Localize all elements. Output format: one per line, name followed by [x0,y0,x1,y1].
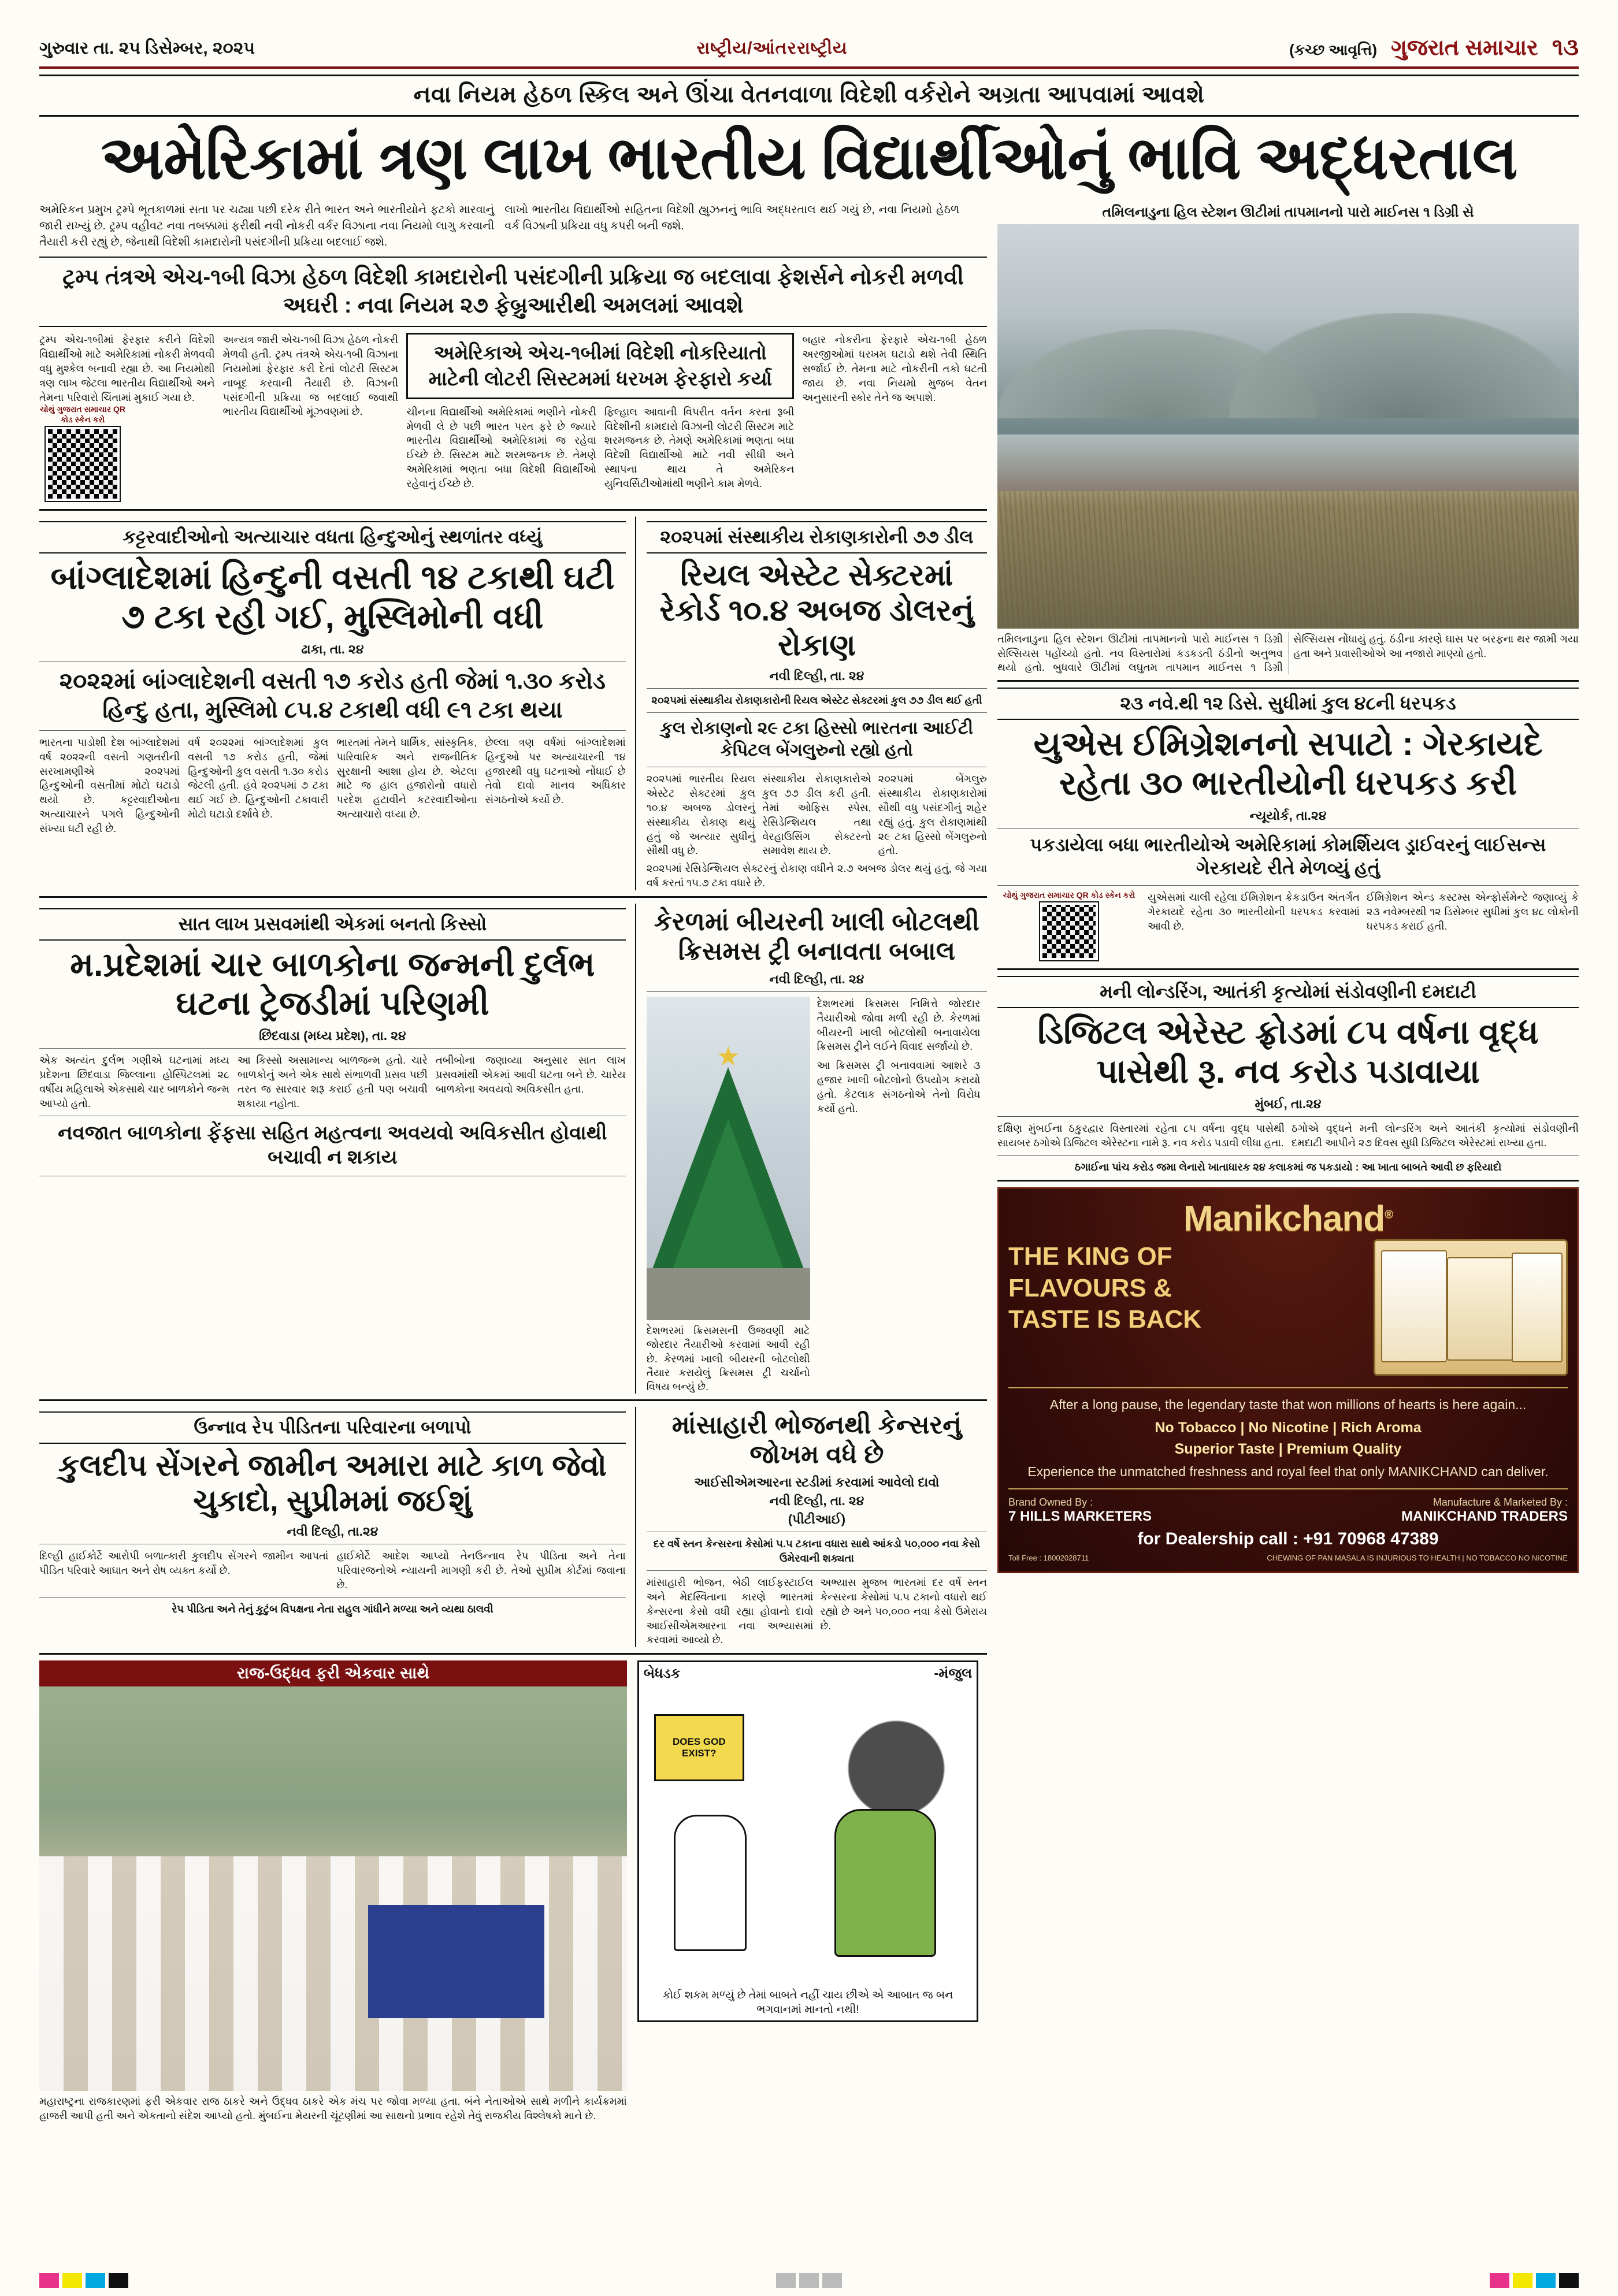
story-dateline: નવી દિલ્હી, તા. ૨૪ [769,1493,864,1509]
story-mp-children: સાત લાખ પ્રસવમાંથી એકમાં બનતો કિસ્સો મ.પ્રદેશમાં ચાર બાળકોના જન્મની દુર્લભ ઘટના ટ્રેજડીમાં પરિણમી છિંદવાડા (મધ્ય પ્રદેશ), તા. ૨૪ એક અત્યંત દુર્લભ ગણીએ ઘટનામાં મધ્ય પ્રદેશના છિંદવાડા જિલ્લાના હોસ્પિટલમાં ૨૮ વર્ષીય મહિલાએ એકસાથે ચાર બાળકોને જન્મ આપ્યો હતો. આ કિસ્સો અસામાન્ય બાળજન્મ હતો. ચારે બાળકોનું અને એક સાથે સંભાળવી પ્રસવ પછી તરત જ સારવાર શરૂ કરાઈ હતી પણ બચાવી શકાયા નહોતા. તબીબોના જણાવ્યા અનુસાર સાત લાખ પ્રસવમાંથી એકમાં આવી ઘટના બને છે. ચારેય બાળકોના અવયવો અવિકસીત હતા. નવજાત બાળકોના ફેંફસા સહિત મહત્વના અવયવો અવિકસીત હોવાથી બચાવી ન શકાય [39,904,636,1394]
story-subhead: ૨૦૨૨માં બાંગ્લાદેશની વસતી ૧૭ કરોડ હતી જેમાં ૧.૩૦ કરોડ હિન્દુ હતા, મુસ્લિમો ૮૫.૪ ટકાથી વધી ૯૧ ટકા થયા [59,668,606,723]
story-headline: રિયલ એસ્ટેટ સેક્ટરમાં રેકોર્ડ ૧૦.૪ અબજ ડોલરનું રોકાણ [659,559,974,663]
photo-christmas-tree [647,997,810,1320]
story-strip: ૨૦૨૫માં સંસ્થાકીય રોકાણકારોની ૭૭ ડીલ [647,521,987,553]
newspaper-brand: ગુજરાત સમાચાર [1385,35,1544,62]
story-strip: કટ્ટરવાદીઓનો અત્યાચાર વધતા હિન્દુઓનું સ્થળાંતર વધ્યું [39,521,626,553]
issue-date: ગુરુવાર તા. ૨૫ ડિસેમ્બર, ૨૦૨૫ [39,38,255,58]
story-source: (પીટીઆઈ) [788,1512,846,1527]
lead-kicker: નવા નિયમ હેઠળ સ્કિલ અને ઊંચા વેતનવાળા વિદેશી વર્કરોને અગ્રતા આપવામાં આવશે [39,75,1579,117]
story-dateline: નવી દિલ્હી, તા.૨૪ [287,1524,378,1539]
lead-highlight-box: અમેરિકાએ એચ-૧બીમાં વિદેશી નોકરિયાતો માટેની લોટરી સિસ્ટમમાં ધરખમ ફેરફારો કર્યા [406,333,794,399]
photo-caption: મહારાષ્ટ્રના રાજકારણમાં ફરી એકવાર રાજ ઠાકરે અને ઉદ્ધવ ઠાકરે એક મંચ પર જોવા મળ્યા હતા. બંને નેતાઓએ સાથે મળીને કાર્યક્રમમાં હાજરી આપી હતી અને એકતાનો સંદેશ આપ્યો હતો. મુંબઈના મેયરની ચૂંટણીમાં આ સાથનો પ્રભાવ રહેશે તેવું રાજકીય વિશ્લેષકો માને છે. [39,2096,627,2122]
ad-brand-owned-label: Brand Owned By : [1008,1496,1093,1509]
story-dateline: મુંબઈ, તા.૨૪ [1255,1096,1322,1111]
qr-block-immigration: ચોથું ગુજરાત સમાચાર QR કોડ સ્કેન કરો [997,890,1141,963]
story-headline: કુલદીપ સેંગરને જામીન અમારા માટે કાળ જેવો ચુકાદો, સુપ્રીમમાં જઈશું [58,1449,607,1518]
ad-dealership-phone[interactable]: for Dealership call : +91 70968 47389 [1137,1529,1439,1549]
story-headline: ડિજિટલ એરેસ્ટ ફ્રોડમાં ૮૫ વર્ષના વૃદ્ધ પાસેથી રૂ. નવ કરોડ પડાવાયા [1037,1013,1539,1090]
lead-subheadline: ટ્રમ્પ તંત્રએ એચ-૧બી વિઝા હેઠળ વિદેશી કામદારોની પસંદગીની પ્રક્રિયા જ બદલાવા ફેશર્સને નોકરી મળવી અઘરી : નવા નિયમ ૨૭ ફેબ્રુઆરીથી અમલમાં આવશે [62,265,964,318]
story-kerala-beer: કેરળમાં બીયરની ખાલી બોટલથી ક્રિસમસ ટ્રી બનાવતા બબાલ નવી દિલ્હી, તા. ૨૪ ★ દેશભરમાં ક્રિસમસની ઉજવણી માટે જોરદાર તૈયારીઓ કરવામાં આવી રહી છે. કેરળમાં ખાલી બીયરની બોટલોથી તૈયાર કરાયેલું ક્રિસમસ ટ્રી ચર્ચાનો વિષય બન્યું છે. દેશભરમાં ક્રિસમસ નિમિત્તે જોરદાર તૈયારીઓ જોવા મળી રહી છે. કેરળમાં બીયરની ખાલી બોટલોથી બનાવાયેલા ક્રિસમસ ટ્રીને લઈને વિવાદ સર્જાયો છે. આ ક્રિસમસ ટ્રી બનાવવામાં આશરે ૩ હજાર ખાલી બોટલોનો ઉપયોગ કરાયો હતો. કેટલાક સંગઠનોએ તેનો વિરોધ કર્યો હતો. [647,904,987,1394]
story-dateline: ઢાકા, તા. ૨૪ [301,641,364,656]
ad-tagline-2: FLAVOURS & [1008,1273,1172,1302]
section-name: રાષ્ટ્રીય/આંતરરાષ્ટ્રીય [696,38,848,58]
story-strip: ૨૩ નવે.થી ૧૨ ડિસે. સુધીમાં કુલ ૪૮ની ધરપકડ [997,688,1579,720]
cartoon-figure-left [674,1815,747,1951]
color-registration-strip [39,2273,1579,2288]
ad-copy-1: After a long pause, the legendary taste that won millions of hearts is here again... [1049,1397,1527,1413]
ad-manufacturer: MANIKCHAND TRADERS [1401,1509,1568,1525]
registered-icon: ® [1385,1208,1393,1221]
tree-icon [830,1703,963,1812]
story-subhead: પકડાયેલા બધા ભારતીયોએ અમેરિકામાં કોમર્શિયલ ડ્રાઈવરનું લાઈસન્સ ગેરકાયદે રીતે મેળવ્યું હતું [1030,834,1546,878]
ad-tagline-3: TASTE IS BACK [1008,1305,1202,1334]
story-subhead: ઠગાઈના પાંચ કરોડ જમા લેનારો ખાતાધારક ૨૪ કલાકમાં જ પકડાયો : આ ખાતા બાબતે આવી છ ફરિયાદો [1074,1161,1502,1173]
star-icon: ★ [716,1041,740,1071]
story-meat-cancer: માંસાહારી ભોજનથી કેન્સરનું જોખમ વધે છે આઈસીએમઆરના સ્ટડીમાં કરવામાં આવેલો દાવો નવી દિલ્હી, તા. ૨૪ (પીટીઆઈ) દર વર્ષે સ્તન કેન્સરના કેસોમાં ૫.૫ ટકાના વધારા સાથે આંકડો ૫૦,૦૦૦ નવા કેસો ઉમેરવાની શક્યતા માંસાહારી ભોજન, બેઠી લાઈફસ્ટાઈલ અને મેદસ્વિતાના કારણે ભારતમાં કેન્સરના કેસો વધી રહ્યા હોવાનો દાવો આઈસીએમઆરના નવા અભ્યાસમાં કરવામાં આવ્યો છે. અભ્યાસ મુજબ ભારતમાં દર વર્ષે સ્તન કેન્સરના કેસોમાં ૫.૫ ટકાનો વધારો થઈ રહ્યો છે અને ૫૦,૦૦૦ નવા કેસો ઉમેરાય છે. [646,1411,987,1646]
cartoon-caption: કોઈ શકમ મળ્યું છે તેમાં બાબતે નહીં ચાય છીએ એ આબાત જ બન ભગવાનમાં માનતો નથી! [662,1989,953,2016]
photo-title: રાજ-ઉદ્ધવ ફરી એકવાર સાથે [39,1660,627,1686]
lead-intro: અમેરિકન પ્રમુખ ટ્રમ્પે ભૂતકાળમાં સતા પર ચઢ્યા પછી દરેક રીતે ભારત અને ભારતીયોને ફટકો મારવાનું જારી રાખ્યું છે. ટ્રમ્પ વહીવટ નવા તબક્કામાં ફરીથી નવી નોકરી વર્કર વિઝાના નવા નિયમો લાગુ કરવાની તૈયારી કરી રહ્યું છે, જેનાથી વિદેશી કામદારોની પસંદગીની પ્રક્રિયા બદલાઈ જશે. લાખો ભારતીય વિદ્યાર્થીઓ સહિતના વિદેશી હ્યુઝનનું ભાવિ અદ્ધરતાલ થઈ ગયું છે, નવા નિયમો હેઠળ વર્ક વિઝાની પ્રક્રિયા વધુ કપરી બની જશે. [39,203,960,248]
story-strip: ઉન્નાવ રેપ પીડિતના પરિવારના બળાપો [39,1411,626,1444]
cartoon-author: -મંજુલ [934,1666,973,1682]
photo-lake-caption-head: તમિલનાડુના હિલ સ્ટેશન ઊટીમાં તાપમાનનો પારો માઈનસ ૧ ડિગ્રી સે [1102,205,1474,221]
cartoon-title: બેધડક [643,1666,681,1682]
ad-tollfree: Toll Free : 18002028711 [1008,1554,1089,1563]
ad-logo: Manikchand® [1183,1199,1393,1239]
qr-code-icon[interactable] [46,427,120,501]
ad-bullets-1: No Tobacco | No Nicotine | Rich Aroma [1155,1419,1422,1436]
story-headline: મ.પ્રદેશમાં ચાર બાળકોના જન્મની દુર્લભ ઘટના ટ્રેજડીમાં પરિણમી [70,945,595,1023]
story-subhead: નવજાત બાળકોના ફેંફસા સહિત મહત્વના અવયવો અવિકસીત હોવાથી બચાવી ન શકાય [58,1121,607,1169]
story-us-immigration: ૨૩ નવે.થી ૧૨ ડિસે. સુધીમાં કુલ ૪૮ની ધરપકડ યુએસ ઈમિગ્રેશનનો સપાટો : ગેરકાયદે રહેતા ૩૦ ભારતીયોની ધરપકડ કરી ન્યૂયોર્ક, તા.૨૪ પકડાયેલા બધા ભારતીયોએ અમેરિકામાં કોમર્શિયલ ડ્રાઈવરનું લાઈસન્સ ગેરકાયદે રીતે મેળવ્યું હતું ચોથું ગુજરાત સમાચાર QR કોડ સ્કેન કરો યુએસમાં ચાલી રહેલા ઈમિગ્રેશન ક્રેકડાઉન અંતર્ગત ગેરકાયદે રહેતા ૩૦ ભારતીયોની ધરપકડ કરવામાં આવી છે. ઈમિગ્રેશન એન્ડ કસ્ટમ્સ એન્ફોર્સમેન્ટે જણાવ્યું કે ૨૩ નવેમ્બરથી ૧૨ ડિસેમ્બર સુધીમાં કુલ ૪૮ લોકોની ધરપકડ કરાઈ હતી. [997,688,1579,963]
story-kuldeep: ઉન્નાવ રેપ પીડિતના પરિવારના બળાપો કુલદીપ સેંગરને જામીન અમારા માટે કાળ જેવો ચુકાદો, સુપ્રીમમાં જઈશું નવી દિલ્હી, તા.૨૪ દિલ્હી હાઈકોર્ટે આરોપી બળાત્કારી કુલદીપ સેંગરને જામીન આપતાં પીડિત પરિવારે આઘાત અને રોષ વ્યક્ત કર્યો છે. હાઈકોર્ટે આદેશ આપ્યો તેનઉન્નાવ રેપ પીડિતા અને તેના પરિવારજનોએ ન્યાયની માગણી કરી છે. તેઓ સુપ્રીમ કોર્ટમાં જવાના છે. રેપ પીડિતા અને તેનું કુટુંબ વિપક્ષના નેતા રાહુલ ગાંધીને મળ્યા અને વ્યથા ઠાલવી [39,1407,636,1647]
story-dateline: નવી દિલ્હી, તા. ૨૪ [769,971,864,986]
photo-lake-caption: તમિલનાડુના હિલ સ્ટેશન ઊટીમાં તાપમાનનો પારો માઈનસ ૧ ડિગ્રી સેલ્સિયસ પહોંચ્યો હતો. નવ વિસ્તારોમાં કડકડતી ઠંડીનો અનુભવ થયો હતો. બુધવારે ઊટીમાં લઘુતમ તાપમાન માઈનસ ૧ ડિગ્રી સેલ્સિયસ નોંધાયું હતું. ઠંડીના કારણે ઘાસ પર બરફના થર જામી ગયા હતા અને પ્રવાસીઓએ આ નજારો માણ્યો હતો. [997,633,1579,674]
story-subhead: રેપ પીડિતા અને તેનું કુટુંબ વિપક્ષના નેતા રાહુલ ગાંધીને મળ્યા અને વ્યથા ઠાલવી [172,1603,493,1615]
left-column [39,202,987,2122]
story-realestate: ૨૦૨૫માં સંસ્થાકીય રોકાણકારોની ૭૭ ડીલ રિયલ એસ્ટેટ સેક્ટરમાં રેકોર્ડ ૧૦.૪ અબજ ડોલરનું રોકાણ નવી દિલ્હી, તા. ૨૪ ૨૦૨૫માં સંસ્થાકીય રોકાણકારોની રિયલ એસ્ટેટ સેક્ટરમાં કુલ ૭૭ ડીલ થઈ હતી કુલ રોકાણનો ૨૯ ટકા હિસ્સો ભારતના આઈટી કેપિટલ બેંગલુરુનો રહ્યો હતો ૨૦૨૫માં ભારતીય રિયલ એસ્ટેટ સેક્ટરમાં કુલ ૧૦.૪ અબજ ડોલરનું સંસ્થાકીય રોકાણ થયું હતું જે અત્યાર સુધીનું સૌથી વધુ છે. સંસ્થાકીય રોકાણકારોએ કુલ ૭૭ ડીલ કરી હતી. તેમાં ઓફિસ સ્પેસ, રેસિડેન્શિયલ તથા વેરહાઉસિંગ સેક્ટરનો સમાવેશ થાય છે. ૨૦૨૫માં બેંગલુરુ સંસ્થાકીય રોકાણકારોમાં સૌથી વધુ પસંદગીનું શહેર રહ્યું હતું. કુલ રોકાણમાંથી ૨૯ ટકા હિસ્સો બેંગલુરુનો હતો. ૨૦૨૫માં રેસિડેન્શિયલ સેક્ટરનું રોકાણ વધીને ૨.૭ અબજ ડોલર થયું હતું, જે ગયા વર્ષ કરતાં ૧૫.૭ ટકા વધારે છે. [647,517,987,890]
story-strip: મની લોન્ડરિંગ, આતંકી કૃત્યોમાં સંડોવણીની દમદાટી [997,976,1579,1008]
qr-block-lead: ચોથું ગુજરાત સમાચાર QR કોડ સ્કેન કરો [39,404,126,503]
ad-bullets-2: Superior Taste | Premium Quality [1174,1440,1402,1457]
story-headline: માંસાહારી ભોજનથી કેન્સરનું જોખમ વધે છે [671,1411,962,1469]
ad-manufacturer-label: Manufacture & Marketed By : [1433,1496,1568,1509]
ad-tagline-1: THE KING OF [1008,1242,1172,1271]
ad-product-packs [1374,1239,1568,1376]
story-dateline: ન્યૂયોર્ક, તા.૨૪ [1249,808,1327,823]
qr-code-icon[interactable] [1040,902,1098,960]
advertisement-manikchand[interactable] [997,1187,1579,1573]
masthead [39,35,1579,69]
story-headline: યુએસ ઈમિગ્રેશનનો સપાટો : ગેરકાયદે રહેતા ૩૦ ભારતીયોની ધરપકડ કરી [1033,725,1543,802]
story-subhead: ૨૦૨૫માં સંસ્થાકીય રોકાણકારોની રિયલ એસ્ટેટ સેક્ટરમાં કુલ ૭૭ ડીલ થઈ હતી [651,694,982,707]
cartoon-sign: DOES GOD EXIST? [654,1714,744,1781]
edition-label: (કચ્છ આવૃત્તિ) [1289,41,1378,58]
story-headline: કેરળમાં બીયરની ખાલી બોટલથી ક્રિસમસ ટ્રી બનાવતા બબાલ [654,907,979,965]
photo-rally-block [39,1660,627,2123]
cartoon-figure-right [834,1809,936,1957]
story-bangladesh-hindu: કટ્ટરવાદીઓનો અત્યાચાર વધતા હિન્દુઓનું સ્થળાંતર વધ્યું બાંગ્લાદેશમાં હિન્દુની વસતી ૧૪ ટકાથી ઘટી ૭ ટકા રહી ગઈ, મુસ્લિમોની વધી ઢાકા, તા. ૨૪ ૨૦૨૨માં બાંગ્લાદેશની વસતી ૧૭ કરોડ હતી જેમાં ૧.૩૦ કરોડ હિન્દુ હતા, મુસ્લિમો ૮૫.૪ ટકાથી વધી ૯૧ ટકા થયા ભારતના પાડોશી દેશ બાંગ્લાદેશમાં વર્ષ ૨૦૨૨ની વસતી ગણતરીની સરખામણીએ ૨૦૨૫માં હિન્દુઓની વસતીમાં મોટો ઘટાડો થયો છે. કટ્ટરવાદીઓના અત્યાચારને પગલે હિન્દુઓની સંખ્યા ઘટી રહી છે. વર્ષ ૨૦૨૨માં બાંગ્લાદેશમાં કુલ વસતી ૧૭ કરોડ હતી, જેમાં હિન્દુઓની કુલ વસતી ૧.૩૦ કરોડ જેટલી હતી. હવે ૨૦૨૫માં ૭ ટકા થઈ ગઈ છે. હિન્દુઓની ટકાવારી મોટો ઘટાડો દર્શાવે છે. ભારતમાં તેમને ધાર્મિક, સાંસ્કૃતિક, પારિવારિક અને રાજનીતિક સુરક્ષાની આશા હોય છે. એટલા માટે જ હાલ હજારોનો વધારો પરદેશ હટાવીને કટરવાદીઓના અત્યાચારો વધ્યા છે. છેલ્લા ત્રણ વર્ષમાં બાંગ્લાદેશમાં હિન્દુઓ પર અત્યાચારની ૧૪ હજારથી વધુ ઘટનાઓ નોંધાઈ છે તેવો દાવો માનવ અધિકાર સંગઠનોએ કર્યો છે. [39,517,636,890]
cartoon-block [637,1660,978,2123]
page-number: ૧૩ [1552,35,1579,60]
photo-caption: દેશભરમાં ક્રિસમસની ઉજવણી માટે જોરદાર તૈયારીઓ કરવામાં આવી રહી છે. કેરળમાં ખાલી બીયરની બોટલોથી તૈયાર કરાયેલું ક્રિસમસ ટ્રી ચર્ચાનો વિષય બન્યું છે. [646,1324,810,1393]
story-strip: સાત લાખ પ્રસવમાંથી એકમાં બનતો કિસ્સો [39,908,626,941]
story-digital-arrest: મની લોન્ડરિંગ, આતંકી કૃત્યોમાં સંડોવણીની દમદાટી ડિજિટલ એરેસ્ટ ફ્રોડમાં ૮૫ વર્ષના વૃદ્ધ પાસેથી રૂ. નવ કરોડ પડાવાયા મુંબઈ, તા.૨૪ દક્ષિણ મુંબઈના ઠકુરદ્વાર વિસ્તારમાં રહેતા ૮૫ વર્ષના વૃદ્ધ પાસેથી સાયબર ઠગોએ ડિજિટલ એરેસ્ટના નામે રૂ. નવ કરોડ પડાવી લીધા હતા. ઠગોએ વૃદ્ધને મની લોન્ડરિંગ અને આતંકી કૃત્યોમાં સંડોવણીની દમદાટી આપીને ૨૭ દિવસ સુધી ડિજિટલ એરેસ્ટમાં રાખ્યા હતા. ઠગાઈના પાંચ કરોડ જમા લેનારો ખાતાધારક ૨૪ કલાકમાં જ પકડાયો : આ ખાતા બાબતે આવી છ ફરિયાદો [997,976,1579,1174]
story-headline: બાંગ્લાદેશમાં હિન્દુની વસતી ૧૪ ટકાથી ઘટી ૭ ટકા રહી ગઈ, મુસ્લિમોની વધી [50,559,615,636]
ad-brand-owned: 7 HILLS MARKETERS [1008,1509,1152,1525]
lead-headline: અમેરિકામાં ત્રણ લાખ ભારતીય વિદ્યાર્થીઓનું ભાવિ અદ્ધરતાલ [101,125,1517,192]
photo-ooty-lake [997,224,1579,629]
ad-copy-2: Experience the unmatched freshness and royal feel that only MANIKCHAND can deliver. [1027,1463,1549,1479]
lead-body-row: ટ્રમ્પ એચ-૧બીમાં ફેરફાર કરીને વિદેશી વિદ્યાર્થીઓ માટે અમેરિકામાં નોકરી મેળવવી વધુ મુશ્કેલ બનાવી રહ્યા છે. આ નિયમોથી ત્રણ લાખ જેટલા ભારતીય વિદ્યાર્થીઓ અને તેમના પરિવારો ચિંતામાં મુકાઈ ગયા છે. ચોથું ગુજરાત સમાચાર QR કોડ સ્કેન કરો અન્યત્ર જારી એચ-૧બી વિઝા હેઠળ નોકરી મેળવી હતી. ટ્રમ્પ તંત્રએ એચ-૧બી વિઝાના નિયમોમાં ફેરફાર કરી દેતાં લોટરી સિસ્ટમ નાબૂદ કરવાની તૈયારી છે. વિઝાની પસંદગીની પ્રક્રિયા જ બદલાઈ જવાથી ભારતીય વિદ્યાર્થીઓ મૂંઝવણમાં છે. અમેરિકાએ એચ-૧બીમાં વિદેશી નોકરિયાતો માટેની લોટરી સિસ્ટમમાં ધરખમ ફેરફારો કર્યા ચીનના વિદ્યાર્થીઓ અમેરિકામાં ભણીને નોકરી મેળવી લે છે પછી ભારત પરત ફરે છે જ્યારે ભારતીય વિદ્યાર્થીઓ અમેરિકામાં જ રહેવા ઈચ્છે છે. સિસ્ટમ માટે શરમજનક છે. તેમણે અમેરિકામાં ભણતા બધા વિદેશી વિદ્યાર્થીઓ રહેવાનું ઈચ્છે છે. ફિલ્હાલ આવાની વિપરીત વર્તન કરતા રૂબી વિદેશીની કામદારો વિઝાની લોટરી સિસ્ટમ માટે શરમજનક છે. તેમણે અમેરિકામાં ભણતા બધા વિદેશી વિદ્યાર્થીઓ માટે નવી સીધી અને સ્થાપના થાય તે અમેરિકન યુનિવર્સિટીઓમાંથી ભણીને કામ મેળવે. બહાર નોકરીના ફેરફારે એચ-૧બી હેઠળ અરજીઓમાં ધરખમ ઘટાડો થશે તેવી સ્થિતિ સર્જાઈ છે. તેમના માટે નોકરીની તકો ઘટતી જાય છે. નવા નિયમો મુજબ વેતન અનુસારની સ્કોર તેને જ અપાશે. [39,333,987,503]
story-kicker: આઈસીએમઆરના સ્ટડીમાં કરવામાં આવેલો દાવો [694,1475,940,1490]
ad-statutory-warning: CHEWING OF PAN MASALA IS INJURIOUS TO HEALTH | NO TOBACCO NO NICOTINE [1267,1554,1568,1563]
story-subhead: દર વર્ષે સ્તન કેન્સરના કેસોમાં ૫.૫ ટકાના વધારા સાથે આંકડો ૫૦,૦૦૦ નવા કેસો ઉમેરવાની શક્યતા [653,1538,980,1565]
story-subhead-2: કુલ રોકાણનો ૨૯ ટકા હિસ્સો ભારતના આઈટી કેપિટલ બેંગલુરુનો રહ્યો હતો [660,719,974,760]
photo-rally [39,1686,627,2091]
story-dateline: નવી દિલ્હી, તા. ૨૪ [769,668,864,683]
story-dateline: છિંદવાડા (મધ્ય પ્રદેશ), તા. ૨૪ [259,1028,406,1043]
right-column [997,202,1579,2122]
